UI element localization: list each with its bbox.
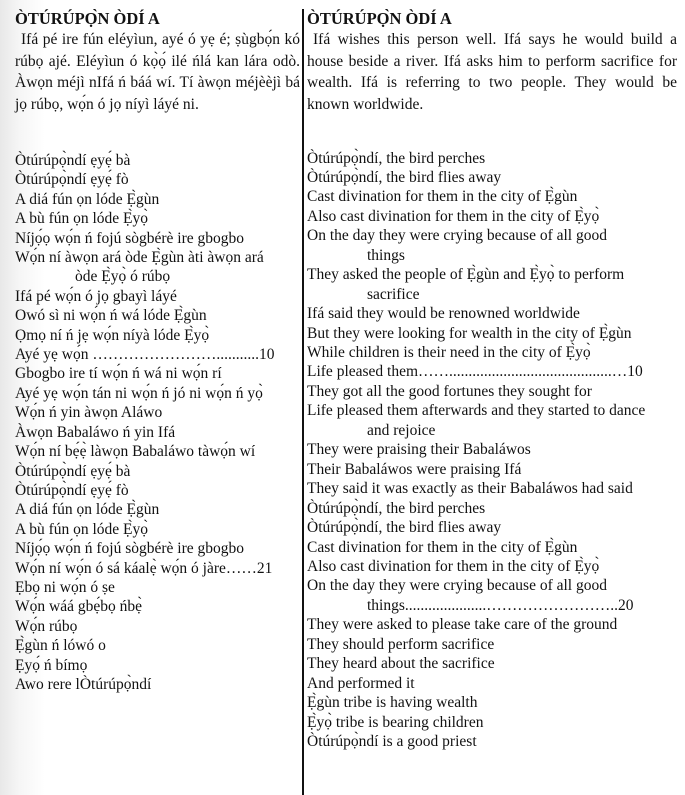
verse-line: Òtúrúpọ̀ndí is a good priest <box>307 733 477 751</box>
verse-line: Owó sì ni wọ́n ń wá lóde Ẹ̀gùn <box>15 307 207 325</box>
verse-line: Wọ́n wáá gbẹ́bọ ńbẹ̀ <box>15 598 142 616</box>
verse-line: And performed it <box>307 674 415 692</box>
column-divider <box>302 9 304 795</box>
verse-line: While children is their need in the city of Ẹ̀yọ̀ <box>307 344 591 362</box>
verse-line: Òtúrúpọ̀ndí ẹyẹ́ bà <box>15 152 131 169</box>
verse-line: They were praising their Babaláwos <box>307 441 531 459</box>
yoruba-intro: Ifá pé ire fún eléyìun, ayé ó yẹ é; ṣùgbọ́n kó rúbọ ajé. Eléyìun ó kọ̀ọ́ ilé ńlá kan lára odò. Àwọn méjì nIfá ń báá wí. Tí àwọn méjèèjì bá jọ rúbọ, wọ́n ó jọ níyì láyé ni. <box>15 31 300 113</box>
verse-line: Ifá said they would be renowned worldwide <box>307 305 580 323</box>
verse-line: Ayé yẹ wọ́n tán ni wọ́n ń jó ni wọ́n ń yọ̀ <box>15 384 263 402</box>
verse-line: Wọ́n ní wọ́n ó sá káalẹ̀ wọ́n ó jàre……21 <box>15 559 273 577</box>
verse-line: They asked the people of Ẹ̀gùn and Ẹ̀yọ̀ to perform <box>307 266 625 284</box>
verse-line: Wọ́n ní àwọn ará òde Ẹ̀gùn àti àwọn ará <box>15 249 264 267</box>
verse-line: Wọ́n rúbọ <box>15 617 78 635</box>
verse-line: Àwọn Babaláwo ń yin Ifá <box>15 423 176 441</box>
verse-line: Níjọ́ọ wọ́n ń fojú sògbérè ire gbogbo <box>15 540 245 558</box>
verse-line: Life pleased them……..........................................…10 <box>307 363 643 381</box>
verse-line: Òtúrúpọ̀ndí ẹyẹ́ bà <box>15 462 131 480</box>
verse-line: Wọ́n ń yin àwọn Aláwo <box>15 404 163 422</box>
verse-line: They said it was exactly as their Babaláwos had said <box>307 480 633 498</box>
verse-line: They heard about the sacrifice <box>307 655 495 673</box>
verse-line: Life pleased them afterwards and they started to dance <box>307 402 646 420</box>
verse-line: Òtúrúpọ̀ndí, the bird perches <box>307 499 486 517</box>
verse-line: They got all the good fortunes they sought for <box>307 382 592 400</box>
verse-line: Cast divination for them in the city of Ẹ̀gùn <box>307 538 578 556</box>
verse-line: Also cast divination for them in the city of Ẹ̀yọ̀ <box>307 207 600 225</box>
verse-line: Òtúrúpọ̀ndí, the bird perches <box>307 149 486 167</box>
verse-line: Awo rere lÒtúrúpọ̀ndí <box>15 675 152 693</box>
verse-line: A diá fún ọn lóde Ẹ̀gùn <box>15 190 160 208</box>
verse-line: Ẹyọ́ ń bímọ <box>15 656 88 674</box>
verse-line: Ayé yẹ wọ́n ……………………...........10 <box>15 346 275 364</box>
english-title: ÒTÚRÚPỌ̀N ÒDÍ A <box>307 9 452 28</box>
verse-line: On the day they were crying because of all good <box>307 577 607 595</box>
verse-line: Ọmọ ní ń jẹ wọ́n níyà lóde Ẹ̀yọ̀ <box>15 326 210 344</box>
verse-line: Òtúrúpọ̀ndí ẹyẹ́ fò <box>15 481 129 499</box>
verse-line-continuation: things.....................……………………..20 <box>367 596 634 614</box>
verse-line: Gbogbo ire tí wọ́n ń wá ni wọ́n rí <box>15 365 222 383</box>
verse-line: A diá fún ọn lóde Ẹ̀gùn <box>15 501 160 519</box>
verse-line: On the day they were crying because of all good <box>307 227 607 245</box>
verse-line: Ẹbọ ni wọ́n ó ṣe <box>15 578 115 596</box>
verse-line: Ẹ̀gùn ń lówó o <box>15 637 106 655</box>
verse-line: Cast divination for them in the city of Ẹ̀gùn <box>307 188 578 206</box>
verse-line: Níjọ́ọ wọ́n ń fojú sògbérè ire gbogbo <box>15 229 245 247</box>
verse-line: A bù fún ọn lóde Ẹ̀yọ̀ <box>15 210 149 228</box>
verse-line: Also cast divination for them in the city of Ẹ̀yọ̀ <box>307 558 600 576</box>
verse-line-continuation: òde Ẹ̀yọ̀ ó rúbọ <box>75 268 171 286</box>
verse-line: Their Babaláwos were praising Ifá <box>307 460 522 478</box>
verse-line: Ẹ̀gùn tribe is having wealth <box>307 694 478 712</box>
verse-line: Òtúrúpọ̀ndí, the bird flies away <box>307 168 502 186</box>
verse-line: Ifá pé wọ́n ó jọ gbayì láyé <box>15 287 177 305</box>
english-verses <box>307 149 677 752</box>
yoruba-verses <box>15 151 300 694</box>
verse-line-continuation: and rejoice <box>367 421 436 439</box>
verse-line-continuation: sacrifice <box>367 285 420 303</box>
verse-line: Ẹ̀yọ̀ tribe is bearing children <box>307 713 484 731</box>
verse-line-continuation: things <box>367 246 405 264</box>
verse-line: A bù fún ọn lóde Ẹ̀yọ̀ <box>15 520 149 538</box>
yoruba-title: ÒTÚRÚPỌ̀N ÒDÍ A <box>15 9 160 28</box>
verse-line: But they were looking for wealth in the city of Ẹ̀gùn <box>307 324 632 342</box>
verse-line: Òtúrúpọ̀ndí ẹyẹ́ fò <box>15 171 129 189</box>
verse-line: Wọ́n ní bẹ́ẹ̀ làwọn Babaláwo tàwọ́n wí <box>15 443 256 461</box>
verse-line: Òtúrúpọ̀ndí, the bird flies away <box>307 519 502 537</box>
verse-line: They should perform sacrifice <box>307 635 495 653</box>
verse-line: They were asked to please take care of the ground <box>307 616 618 634</box>
english-intro: Ifá wishes this person well. Ifá says he would build a house beside a river. Ifá asks him to perform sacrifice for wealth. Ifá is referring to two people. They would be known worldwide. <box>307 31 677 113</box>
